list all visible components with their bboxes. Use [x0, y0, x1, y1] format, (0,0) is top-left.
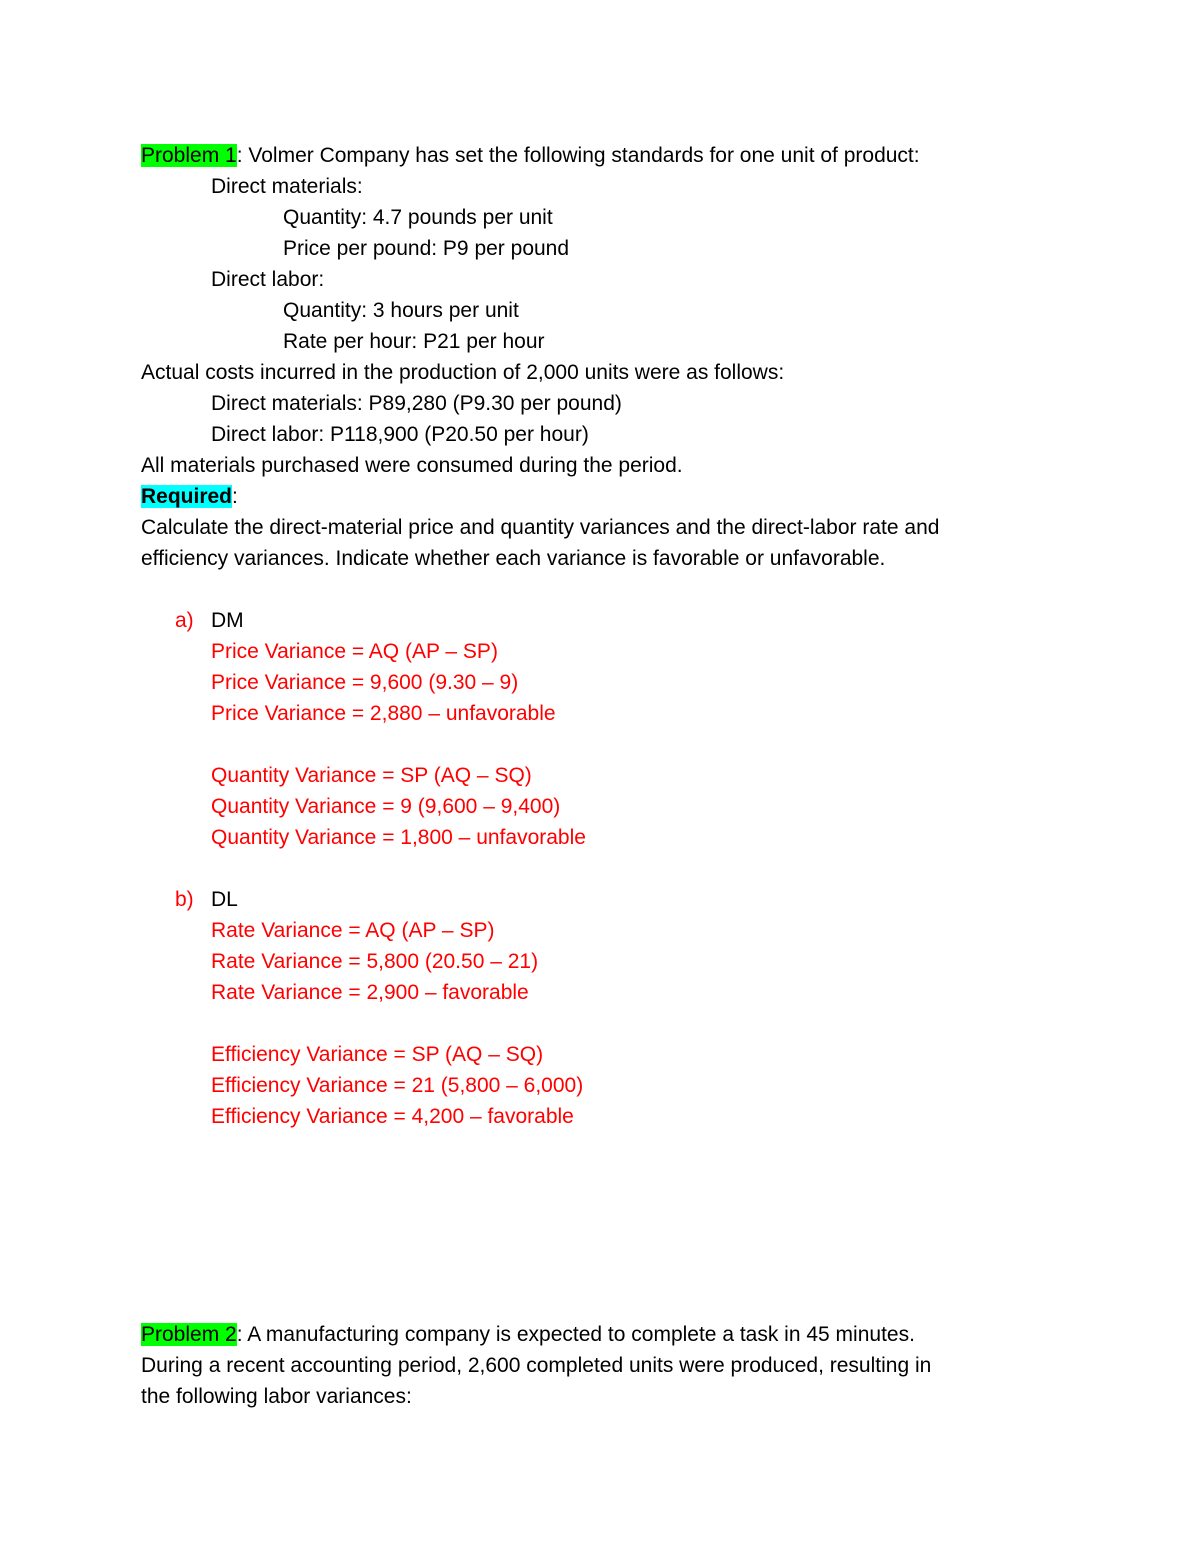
- dm-heading: Direct materials:: [211, 175, 363, 198]
- problem2-line-1: [141, 1321, 915, 1349]
- consumed-note: All materials purchased were consumed during the period.: [141, 454, 683, 477]
- answer-a-line: Price Variance = AQ (AP – SP): [211, 640, 498, 663]
- answer-a-marker: a): [175, 609, 194, 632]
- answer-b-line: Efficiency Variance = 4,200 – favorable: [211, 1105, 574, 1128]
- required-text-1: Calculate the direct-material price and quantity variances and the direct-labor rate and: [141, 516, 940, 539]
- answer-a-line: Price Variance = 2,880 – unfavorable: [211, 702, 556, 725]
- required-colon: :: [232, 485, 238, 508]
- problem1-label: Problem 1: [141, 144, 237, 167]
- actual-intro: Actual costs incurred in the production of 2,000 units were as follows:: [141, 361, 785, 384]
- required-line: [141, 483, 238, 511]
- dm-quantity: Quantity: 4.7 pounds per unit: [283, 206, 553, 229]
- problem2-text-2: During a recent accounting period, 2,600 completed units were produced, resulting in: [141, 1354, 932, 1377]
- answer-a-line: Quantity Variance = 9 (9,600 – 9,400): [211, 795, 561, 818]
- answer-b-marker: b): [175, 888, 194, 911]
- problem1-intro: : Volmer Company has set the following standards for one unit of product:: [236, 144, 920, 167]
- problem2-label: Problem 2: [141, 1323, 237, 1346]
- answer-a-line: Quantity Variance = SP (AQ – SQ): [211, 764, 532, 787]
- answer-a-line: Price Variance = 9,600 (9.30 – 9): [211, 671, 519, 694]
- problem2-text-1: : A manufacturing company is expected to complete a task in 45 minutes.: [236, 1323, 915, 1346]
- dl-quantity: Quantity: 3 hours per unit: [283, 299, 519, 322]
- dl-heading: Direct labor:: [211, 268, 325, 291]
- answer-b-line: Efficiency Variance = 21 (5,800 – 6,000): [211, 1074, 584, 1097]
- answer-a-heading: DM: [211, 609, 244, 632]
- problem2-text-3: the following labor variances:: [141, 1385, 412, 1408]
- answer-b-heading: DL: [211, 888, 238, 911]
- actual-dm: Direct materials: P89,280 (P9.30 per pound): [211, 392, 622, 415]
- dl-rate: Rate per hour: P21 per hour: [283, 330, 545, 353]
- answer-b-line: Efficiency Variance = SP (AQ – SQ): [211, 1043, 544, 1066]
- dm-price: Price per pound: P9 per pound: [283, 237, 570, 260]
- actual-dl: Direct labor: P118,900 (P20.50 per hour): [211, 423, 589, 446]
- answer-b-line: Rate Variance = 5,800 (20.50 – 21): [211, 950, 539, 973]
- answer-b-line: Rate Variance = AQ (AP – SP): [211, 919, 495, 942]
- problem1-intro-line: [141, 142, 920, 170]
- required-text-2: efficiency variances. Indicate whether each variance is favorable or unfavorable.: [141, 547, 886, 570]
- answer-a-line: Quantity Variance = 1,800 – unfavorable: [211, 826, 586, 849]
- required-label: Required: [141, 485, 233, 508]
- answer-b-line: Rate Variance = 2,900 – favorable: [211, 981, 529, 1004]
